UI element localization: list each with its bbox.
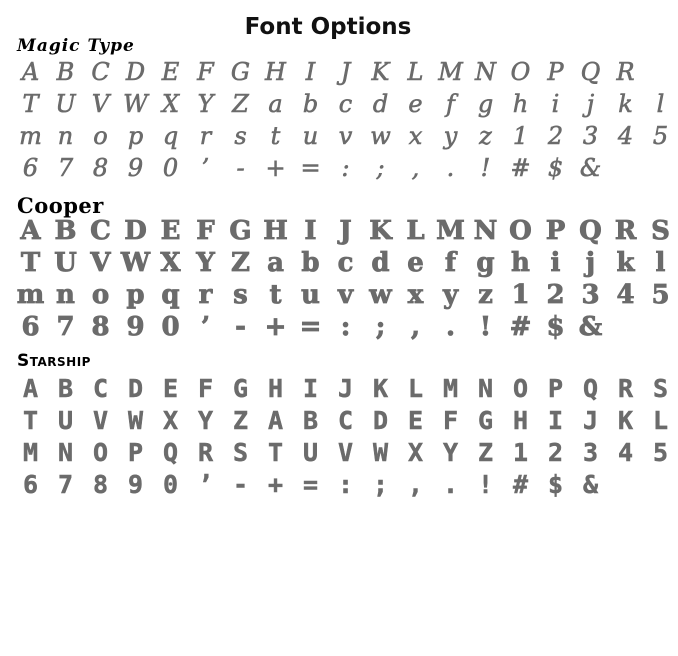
glyph-sample: G <box>477 406 494 435</box>
glyph-row <box>13 215 670 247</box>
glyph-sample: , <box>407 470 424 499</box>
glyph-sample: & <box>579 154 602 182</box>
glyph-sample: B <box>56 58 75 86</box>
glyph-sample: O <box>512 374 529 403</box>
glyph-sample: 2 <box>546 280 565 310</box>
glyph-sample: A <box>22 374 39 403</box>
glyph-sample: h <box>512 90 529 118</box>
glyph-sample: Q <box>579 216 602 246</box>
glyph-sample: E <box>160 216 181 246</box>
glyph-sample: A <box>20 216 41 246</box>
glyph-sample: R <box>617 374 634 403</box>
glyph-sample: S <box>652 374 669 403</box>
glyph-sample: 4 <box>617 122 634 150</box>
glyph-sample: H <box>267 374 284 403</box>
glyph-sample: W <box>123 90 148 118</box>
glyph-sample: B <box>57 374 74 403</box>
glyph-grid-magic-type <box>13 56 669 184</box>
glyph-sample: D <box>124 216 147 246</box>
glyph-sample: a <box>268 90 283 118</box>
glyph-sample: m <box>16 280 45 310</box>
glyph-sample: X <box>407 438 424 467</box>
glyph-sample: T <box>267 438 284 467</box>
glyph-sample: y <box>442 280 459 310</box>
glyph-sample: t <box>270 122 281 150</box>
glyph-sample: j <box>586 90 595 118</box>
glyph-sample: V <box>92 406 109 435</box>
glyph-sample: F <box>197 58 214 86</box>
glyph-sample: p <box>126 280 145 310</box>
glyph-sample: H <box>265 58 286 86</box>
glyph-sample: u <box>302 122 319 150</box>
glyph-sample: J <box>339 216 352 246</box>
glyph-row <box>13 373 669 405</box>
glyph-sample: K <box>372 374 389 403</box>
glyph-sample: K <box>617 406 634 435</box>
glyph-sample: f <box>444 248 457 278</box>
glyph-sample: J <box>337 374 354 403</box>
glyph-sample: g <box>477 90 494 118</box>
glyph-sample: H <box>263 216 288 246</box>
glyph-sample: b <box>302 90 319 118</box>
glyph-sample: 5 <box>652 438 669 467</box>
glyph-sample: k <box>616 248 635 278</box>
glyph-row <box>13 120 669 152</box>
glyph-sample: z <box>479 122 492 150</box>
glyph-sample: M <box>442 374 459 403</box>
glyph-sample: r <box>199 122 212 150</box>
glyph-sample: d <box>372 90 389 118</box>
glyph-sample: K <box>371 58 390 86</box>
glyph-sample: = <box>302 470 319 499</box>
glyph-sample: e <box>407 248 424 278</box>
glyph-sample: D <box>372 406 389 435</box>
glyph-sample: x <box>408 122 423 150</box>
glyph-sample: 0 <box>162 154 179 182</box>
glyph-sample: 4 <box>617 438 634 467</box>
glyph-sample: 7 <box>57 470 74 499</box>
glyph-sample: 3 <box>581 280 600 310</box>
glyph-sample: Z <box>477 438 494 467</box>
glyph-sample: Y <box>196 248 215 278</box>
glyph-sample: v <box>338 122 353 150</box>
glyph-sample: o <box>91 280 110 310</box>
glyph-sample: 5 <box>652 122 669 150</box>
glyph-sample: v <box>337 280 354 310</box>
glyph-sample: a <box>267 248 284 278</box>
glyph-sample: 2 <box>547 122 564 150</box>
glyph-sample: G <box>230 58 251 86</box>
glyph-sample: F <box>196 216 215 246</box>
glyph-sample: ; <box>372 470 389 499</box>
glyph-row <box>13 311 643 343</box>
glyph-sample: O <box>92 438 109 467</box>
glyph-sample: P <box>545 216 566 246</box>
glyph-sample: = <box>299 312 322 342</box>
glyph-sample: U <box>302 438 319 467</box>
glyph-sample: C <box>337 406 354 435</box>
glyph-sample: E <box>162 374 179 403</box>
glyph-sample: W <box>127 406 144 435</box>
glyph-sample: L <box>407 58 424 86</box>
glyph-sample: $ <box>546 312 565 342</box>
glyph-sample: i <box>551 90 560 118</box>
glyph-sample: l <box>655 248 666 278</box>
glyph-sample: ! <box>477 470 494 499</box>
glyph-sample: E <box>161 58 180 86</box>
glyph-sample: ! <box>479 312 492 342</box>
glyph-sample: 1 <box>512 438 529 467</box>
glyph-sample: + <box>265 154 286 182</box>
glyph-sample: C <box>91 58 110 86</box>
glyph-sample: j <box>585 248 596 278</box>
glyph-sample: V <box>337 438 354 467</box>
glyph-sample: D <box>125 58 146 86</box>
glyph-sample: W <box>372 438 389 467</box>
glyph-sample: Q <box>580 58 601 86</box>
glyph-sample: m <box>19 122 42 150</box>
glyph-sample: F <box>442 406 459 435</box>
glyph-sample: . <box>445 312 456 342</box>
glyph-sample: o <box>93 122 108 150</box>
glyph-sample: 9 <box>126 312 145 342</box>
glyph-sample: X <box>161 90 180 118</box>
glyph-sample: # <box>509 312 532 342</box>
glyph-sample: U <box>54 248 77 278</box>
glyph-sample: U <box>57 406 74 435</box>
glyph-sample: ! <box>480 154 491 182</box>
glyph-sample: 3 <box>582 438 599 467</box>
glyph-sample: V <box>91 90 110 118</box>
glyph-sample: Z <box>231 248 250 278</box>
glyph-sample: 5 <box>651 280 670 310</box>
glyph-sample: 4 <box>616 280 635 310</box>
glyph-sample: I <box>547 406 564 435</box>
glyph-sample: N <box>477 374 494 403</box>
glyph-sample: + <box>267 470 284 499</box>
glyph-sample: z <box>478 280 493 310</box>
glyph-sample: M <box>436 216 465 246</box>
glyph-sample: : <box>341 154 350 182</box>
glyph-grid-starship <box>13 373 669 501</box>
glyph-sample: T <box>22 90 39 118</box>
glyph-sample: w <box>370 122 391 150</box>
glyph-sample: k <box>618 90 633 118</box>
glyph-sample: N <box>475 58 496 86</box>
section-label-cooper: Cooper <box>17 193 104 218</box>
glyph-sample: T <box>22 406 39 435</box>
glyph-sample: K <box>369 216 392 246</box>
glyph-sample: I <box>305 58 316 86</box>
glyph-sample: C <box>90 216 111 246</box>
glyph-sample: 8 <box>91 312 110 342</box>
glyph-sample: y <box>443 122 458 150</box>
page-title: Font Options <box>244 14 412 40</box>
glyph-sample: 1 <box>511 280 530 310</box>
glyph-sample: t <box>269 280 282 310</box>
glyph-sample: q <box>162 122 179 150</box>
glyph-sample: 0 <box>161 312 180 342</box>
glyph-sample: # <box>512 470 529 499</box>
glyph-sample: 6 <box>22 470 39 499</box>
glyph-sample: d <box>371 248 390 278</box>
glyph-sample: 6 <box>21 312 40 342</box>
glyph-sample: . <box>442 470 459 499</box>
glyph-sample: 6 <box>22 154 39 182</box>
glyph-row <box>13 279 670 311</box>
glyph-row <box>13 152 643 184</box>
glyph-sample: # <box>510 154 531 182</box>
glyph-sample: L <box>652 406 669 435</box>
glyph-sample: l <box>656 90 665 118</box>
glyph-sample: u <box>301 280 320 310</box>
glyph-sample: Z <box>232 90 249 118</box>
glyph-sample: Z <box>232 406 249 435</box>
glyph-sample: e <box>408 90 423 118</box>
section-label-starship: Starship <box>17 351 91 371</box>
glyph-sample: r <box>198 280 213 310</box>
glyph-sample: Y <box>197 406 214 435</box>
glyph-sample: . <box>446 154 455 182</box>
glyph-row <box>13 469 643 501</box>
glyph-sample: B <box>54 216 77 246</box>
glyph-sample: c <box>338 90 353 118</box>
glyph-sample: G <box>229 216 252 246</box>
glyph-sample: C <box>92 374 109 403</box>
glyph-sample: H <box>512 406 529 435</box>
glyph-sample: & <box>582 470 599 499</box>
glyph-sample: ; <box>375 312 386 342</box>
glyph-sample: L <box>407 374 424 403</box>
glyph-sample: 9 <box>127 154 144 182</box>
glyph-sample: Q <box>162 438 179 467</box>
glyph-sample: J <box>340 58 351 86</box>
glyph-sample: q <box>161 280 180 310</box>
glyph-sample: V <box>90 248 111 278</box>
glyph-sample: I <box>304 216 317 246</box>
glyph-sample: - <box>236 154 245 182</box>
glyph-sample: U <box>55 90 76 118</box>
glyph-sample: s <box>234 122 247 150</box>
glyph-sample: R <box>614 216 637 246</box>
glyph-row <box>13 88 665 120</box>
glyph-sample: X <box>162 406 179 435</box>
glyph-sample: ’ <box>201 154 210 182</box>
glyph-sample: B <box>302 406 319 435</box>
glyph-sample: G <box>232 374 249 403</box>
glyph-sample: M <box>22 438 39 467</box>
glyph-sample: A <box>21 58 40 86</box>
glyph-sample: P <box>547 374 564 403</box>
glyph-sample: 1 <box>512 122 529 150</box>
glyph-sample: E <box>407 406 424 435</box>
glyph-sample: , <box>410 312 421 342</box>
glyph-sample: W <box>120 248 151 278</box>
glyph-sample: S <box>232 438 249 467</box>
glyph-sample: = <box>300 154 321 182</box>
glyph-sample: $ <box>547 154 564 182</box>
glyph-sample: i <box>550 248 561 278</box>
glyph-sample: : <box>340 312 351 342</box>
glyph-row <box>13 247 666 279</box>
glyph-sample: h <box>511 248 530 278</box>
glyph-sample: c <box>337 248 354 278</box>
glyph-sample: ’ <box>200 312 211 342</box>
glyph-sample: Y <box>442 438 459 467</box>
glyph-row <box>13 437 669 469</box>
glyph-sample: D <box>127 374 144 403</box>
glyph-sample: w <box>369 280 392 310</box>
glyph-sample: g <box>476 248 495 278</box>
glyph-sample: : <box>337 470 354 499</box>
glyph-sample: f <box>446 90 455 118</box>
section-label-magic-type: Magic Type <box>17 36 135 56</box>
glyph-sample: M <box>438 58 463 86</box>
glyph-sample: I <box>302 374 319 403</box>
glyph-sample: , <box>411 154 420 182</box>
glyph-sample: n <box>56 280 75 310</box>
glyph-sample: 3 <box>582 122 599 150</box>
glyph-sample: 8 <box>92 470 109 499</box>
glyph-sample: & <box>578 312 603 342</box>
glyph-sample: P <box>547 58 564 86</box>
glyph-sample: J <box>582 406 599 435</box>
glyph-sample: S <box>651 216 670 246</box>
glyph-sample: p <box>127 122 144 150</box>
glyph-grid-cooper <box>13 215 670 343</box>
glyph-sample: 0 <box>162 470 179 499</box>
glyph-row <box>13 405 669 437</box>
glyph-sample: A <box>267 406 284 435</box>
glyph-row <box>13 56 643 88</box>
glyph-sample: N <box>473 216 498 246</box>
glyph-sample: 2 <box>547 438 564 467</box>
glyph-sample: L <box>406 216 425 246</box>
glyph-sample: 7 <box>56 312 75 342</box>
glyph-sample: 9 <box>127 470 144 499</box>
glyph-sample: Q <box>582 374 599 403</box>
glyph-sample: $ <box>547 470 564 499</box>
glyph-sample: F <box>197 374 214 403</box>
glyph-sample: Y <box>197 90 214 118</box>
glyph-sample: x <box>407 280 424 310</box>
glyph-sample: 7 <box>57 154 74 182</box>
glyph-sample: s <box>233 280 248 310</box>
glyph-sample: P <box>127 438 144 467</box>
glyph-sample: b <box>301 248 320 278</box>
glyph-sample: R <box>197 438 214 467</box>
glyph-sample: - <box>232 470 249 499</box>
glyph-sample: N <box>57 438 74 467</box>
glyph-sample: + <box>264 312 287 342</box>
glyph-sample: ; <box>376 154 385 182</box>
glyph-sample: n <box>57 122 74 150</box>
glyph-sample: 8 <box>92 154 109 182</box>
glyph-sample: O <box>510 58 531 86</box>
glyph-sample: ’ <box>197 470 214 499</box>
glyph-sample: - <box>235 312 246 342</box>
glyph-sample: O <box>509 216 532 246</box>
glyph-sample: X <box>160 248 181 278</box>
glyph-sample: T <box>20 248 41 278</box>
glyph-sample: R <box>616 58 635 86</box>
